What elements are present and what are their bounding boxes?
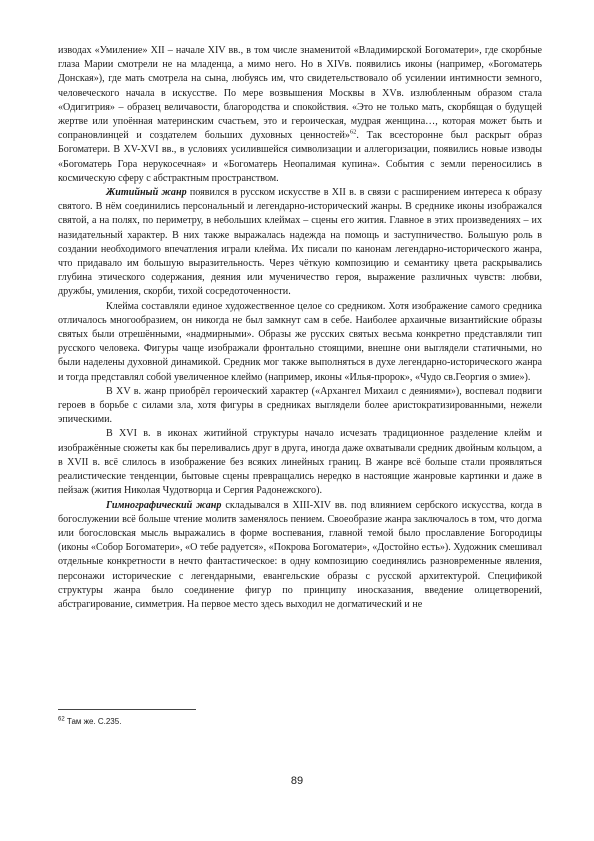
paragraph-text: Клейма составляли единое художественное целое со средником. Хотя изображение самого средника отличалось многообразием, он никогда не был замкнут сам в себе. Наиболее архаичные византийские образы святых были отрешёнными, «надмирными». Образы же русских святых весьма конкретно представляли тип русского человека. Фигуры чаще изображали фронтально стоящими, внешне они выглядели статичными, но были наделены духовной динамикой. Средник мог также выполняться в духе легендарно-исторического жанра и тогда представлял собой увеличенное клеймо (например, иконы «Илья-пророк», «Чудо св.Георгия о змие»).	[58, 300, 542, 383]
footnote-number: 62	[58, 716, 65, 723]
footnote	[58, 716, 542, 727]
footnote-text: Там же. С.235.	[64, 717, 122, 726]
genre-term: Житийный жанр	[106, 187, 187, 199]
paragraph-text: появился в русском искусстве в XII в. в связи с расширением интереса к образу святого. В нём соединились персональный и легендарно-исторический жанры. В среднике иконы изображался святой, а на полях, по периметру, в небольших клеймах – сцены его жития. Главное в этих произведениях – их назидательный характер. В них также выражалась надежда на помощь и заступничество. Большую роль в создании необходимого впечатления играли клейма. Их писали по канонам легендарно-исторического жанра, что придавало им большую выразительность. Через чёткую композицию и семантику цвета раскрывались глубина этического содержания, деяния или мученичество героя, выражение различных чувств: любви, дружбы, умиления, скорби, тихой сосредоточенности.	[58, 187, 542, 298]
page-number: 89	[290, 775, 304, 787]
footnote-divider	[58, 709, 196, 710]
paragraph-gimnografichesky-zhanr	[58, 499, 542, 613]
paragraph-text: В XVI в. в иконах житийной структуры начало исчезать традиционное разделение клейм и изображённые сюжеты как бы переливались друг в друга, иногда даже охватывали средник двойным кольцом, а в XVII в. всё слилось в изображение без всяких линейных границ. В жанре всё больше стали проявляться реалистические тенденции, бытовые сцены превращались нередко в настоящие жанровые картинки и даже в пейзаж (жития Николая Чудотворца и Сергия Радонежского).	[58, 428, 542, 497]
body-text	[58, 44, 542, 612]
paragraph-xv-century	[58, 385, 542, 428]
footnote-reference[interactable]: 62	[349, 128, 357, 136]
paragraph-zhitiyny-zhanr	[58, 186, 542, 300]
paragraph-text: . Так всесторонне был раскрыт образ Богоматери. В XV-XVI вв., в условиях усилившейся символизации и аллегоризации, появились новые изводы «Богоматерь Гора нерукосечная» и «Богоматерь Неопалимая купина». События с земли переносились в космическую сферу с абстрактным пространством.	[58, 130, 543, 184]
genre-term: Гимнографический жанр	[106, 499, 222, 511]
paragraph-text: изводах «Умиление» XII – начале XIV вв., в том числе знаменитой «Владимирской Богоматери», где скорбные глаза Марии смотрели не на младенца, а мимо него. Но в XIVв. появились иконы (например, «Богоматерь Донская»), где мать смотрела на сына, любуясь им, что свидетельствовало об усилении интимности земного, человеческого начала в искусстве. По мере возвышения Москвы в XVв. излюбленным образом стала «Одигитрия» – образец величавости, благородства и спокойствия. «Это не только мать, скорбящая о будущей жертве или упоённая материнским счастьем, это и героическая, мудрая женщина…, которая может быть и сопрановлинцей и создателем больших духовных ценностей»	[58, 45, 542, 142]
paragraph-bogomater	[58, 44, 542, 186]
paragraph-xvi-century	[58, 427, 542, 498]
paragraph-text: складывался в XIII-XIV вв. под влиянием сербского искусства, когда в богослужении всё больше чтение молитв заменялось пением. Своеобразие жанра заключалось в том, что догма или богословская мысль выражались в форме воспевания, главной темой было прославление Богородицы (иконы «Собор Богоматери», «О тебе радуется», «Покрова Богоматери», «Достойно есть»). Художник смешивал отдельные конкретности в нечто фантастическое: в одну композицию соединялись разновременные явления, персонажи исторические с легендарными, евангельские образы с русской архитектурой. Спецификой структуры жанра было соединение фигур по принципу иносказания, введение олицетворений, абстрагирование, симметрия. На первое место здесь выходил не догматический и не	[58, 499, 542, 610]
paragraph-kleyma	[58, 300, 542, 385]
paragraph-text: В XV в. жанр приобрёл героический характер («Архангел Михаил с деяниями»), воспевал подвиги героев в борьбе с силами зла, хотя фигуры в средниках выглядели более аристократизированными, нежели эпическими.	[58, 385, 542, 426]
